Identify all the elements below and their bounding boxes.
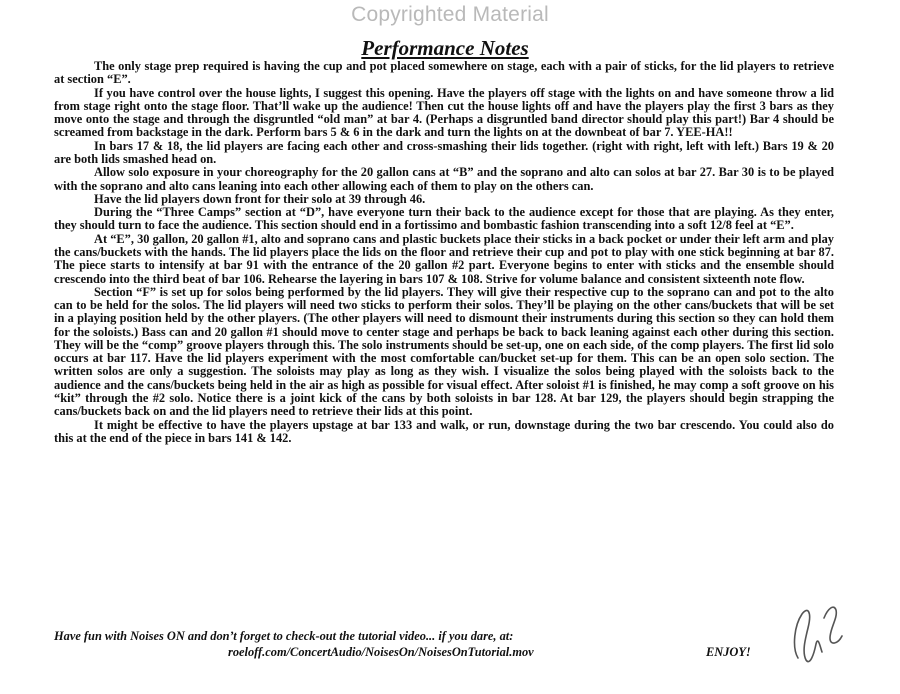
paragraph-three-camps: During the “Three Camps” section at “D”, have everyone turn their back to the audience except for those that are playing. As they enter, they should turn to face the audience. This section should end in a fortissimo and bombastic fashion transcending into a soft 12/8 feel at “E”. (54, 205, 834, 233)
closing-line: Have fun with Noises ON and don’t forget to check-out the tutorial video... if you dare, at: (54, 629, 514, 643)
paragraph-section-f: Section “F” is set up for solos being performed by the lid players. They will give their respective cup to the soprano can and pot to the alto can to be held for the solos. The lid players will need two sticks to perform their solos. They’ll be playing on the other cans/buckets that will be set in a playing position held by the other players. (The other players will need to dismount their instruments during this section so they can hold them for the soloists.) Bass can and 20 gallon #1 should move to center stage and perhaps be back to back leaning against each other during this section. They will be the “comp” groove players through this. The solo instruments should be set-up, one on each side, of the comp players. The first lid solo occurs at bar 117. Have the lid players experiment with the most comfortable can/bucket set-up for them. This can be an open solo section. The written solos are only a suggestion. The soloists may play as long as they wish. I visualize the solos being played with the soloists back to the audience and the cans/buckets being held in the air as high as possible for visual effect. After soloist #1 is finished, he may comp a soft groove on his “kit” through the #2 solo. Notice there is a joint kick of the cans by both soloists in bar 128. At bar 129, the players should begin strapping the cans/buckets back on and the lid players need to retrieve their lids at this point. (54, 284, 834, 419)
paragraph-lid-solo: Have the lid players down front for their solo at 39 through 46. (94, 191, 426, 206)
notes-body (54, 60, 834, 445)
paragraph-lid-smash: In bars 17 & 18, the lid players are facing each other and cross-smashing their lids together. (right with right, left with left.) Bars 19 & 20 are both lids smashed head on. (54, 138, 834, 166)
copyright-watermark: Copyrighted Material (351, 3, 549, 26)
enjoy-text: ENJOY! (706, 645, 751, 659)
signature-icon (780, 588, 860, 678)
paragraph-upstage: It might be effective to have the players upstage at bar 133 and walk, or run, downstage during the two bar crescendo. You could also do this at the end of the piece in bars 141 & 142. (54, 417, 834, 445)
paragraph-solo-exposure: Allow solo exposure in your choreography for the 20 gallon cans at “B” and the soprano and alto can solos at bar 27. Bar 30 is to be played with the soprano and alto cans leaning into each other allowing each of them to play on the others can. (54, 165, 834, 193)
paragraph-section-e: At “E”, 30 gallon, 20 gallon #1, alto and soprano cans and plastic buckets place their sticks in a back pocket or under their left arm and play the cans/buckets with the hands. The lid players place the lids on the floor and retrieve their cup and pot to play with one stick beginning at bar 87. The piece starts to intensify at bar 91 with the entrance of the 20 gallon #2 part. Everyone begins to enter with sticks and the ensemble should crescendo into the third beat of bar 106. Rehearse the layering in bars 107 & 108. Strive for volume balance and consistent sixteenth note flow. (54, 231, 834, 286)
page-title: Performance Notes (361, 36, 529, 60)
paragraph-house-lights: If you have control over the house lights, I suggest this opening. Have the players off stage with the lights on and have someone throw a lid from stage right onto the stage floor. That’ll wake up the audience! Then cut the house lights off and have the players play the first 3 bars as they move onto the stage and through the disgruntled “old man” at bar 4. (Perhaps a disgruntled band director should play this part!) Bar 4 should be screamed from backstage in the dark. Perform bars 5 & 6 in the dark and turn the lights on at the downbeat of bar 7. YEE-HA!! (54, 85, 834, 140)
tutorial-link[interactable]: roeloff.com/ConcertAudio/NoisesOn/NoisesOnTutorial.mov (228, 645, 534, 659)
paragraph-stage-prep: The only stage prep required is having the cup and pot placed somewhere on stage, each with a pair of sticks, for the lid players to retrieve at section “E”. (54, 59, 834, 87)
